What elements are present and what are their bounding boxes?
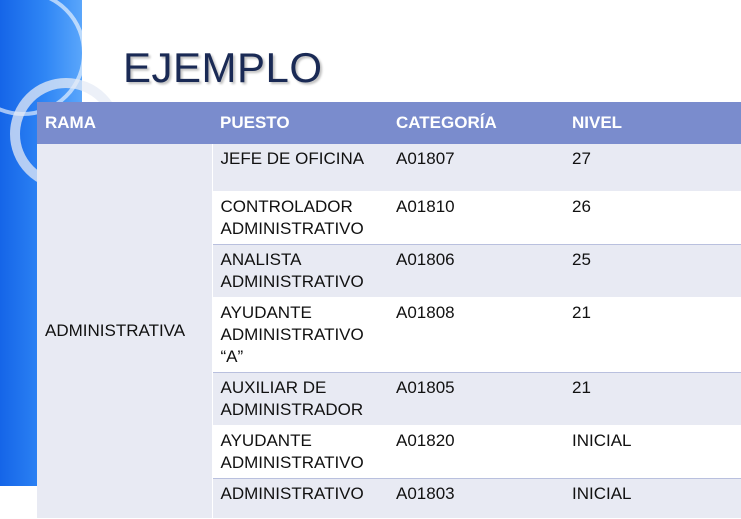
positions-table [37,102,741,519]
categoria-cell: A01803 [388,478,564,518]
puesto-cell: ADMINISTRATIVO [212,478,388,518]
table-row [37,144,741,191]
categoria-cell: A01807 [388,144,564,191]
header-nivel: NIVEL [564,102,741,144]
header-categoria: CATEGORÍA [388,102,564,144]
categoria-cell: A01810 [388,191,564,244]
puesto-cell: JEFE DE OFICINA [212,144,388,191]
rama-cell: ADMINISTRATIVA [37,144,212,518]
table-header-row [37,102,741,144]
nivel-cell: 25 [564,244,741,297]
nivel-cell: 26 [564,191,741,244]
categoria-cell: A01806 [388,244,564,297]
categoria-cell: A01808 [388,297,564,372]
nivel-cell: 27 [564,144,741,191]
slide-title: EJEMPLO [123,44,323,91]
nivel-cell: INICIAL [564,478,741,518]
nivel-cell: 21 [564,372,741,425]
categoria-cell: A01805 [388,372,564,425]
nivel-cell: INICIAL [564,425,741,478]
nivel-cell: 21 [564,297,741,372]
header-puesto: PUESTO [212,102,388,144]
puesto-cell: AUXILIAR DE ADMINISTRADOR [212,372,388,425]
header-rama: RAMA [37,102,212,144]
categoria-cell: A01820 [388,425,564,478]
puesto-cell: ANALISTA ADMINISTRATIVO [212,244,388,297]
puesto-cell: AYUDANTE ADMINISTRATIVO [212,425,388,478]
puesto-cell: AYUDANTE ADMINISTRATIVO “A” [212,297,388,372]
puesto-cell: CONTROLADOR ADMINISTRATIVO [212,191,388,244]
